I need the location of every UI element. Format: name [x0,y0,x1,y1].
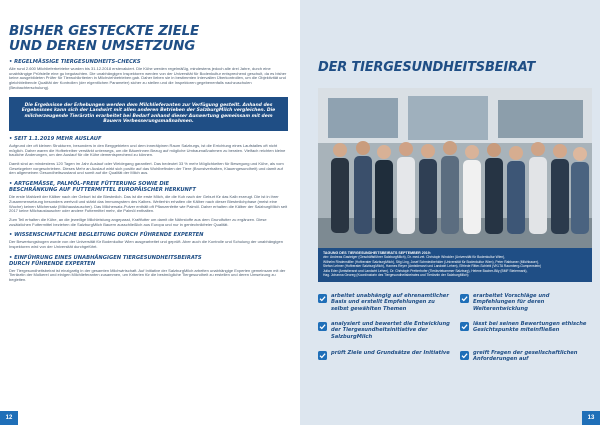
goal-item [318,321,450,340]
caption-line: Hag. Johanna Georeg (Koordinatorin des Tiergesundheitsbeirates und Tierärztin der SalzburgMilch) [323,273,469,278]
title-line-2: UND DEREN UMSETZUNG [9,38,196,54]
goal-item [460,293,592,312]
section-heading-auslauf: • SEIT 1.1.2019 MEHR AUSLAUF [9,135,102,142]
goal-text: analysiert und bewertet die Entwicklung der Tiergesundheitsinitiative der SalzburgMilch [331,321,450,340]
title-line-1: BISHER GESTECKTE ZIELE [9,23,200,39]
caption-line: vlnr: Andreas Gasteiger (Geschäftsführer SalzburgMilch), Dr. med.vet. Christoph Winckler (Universität für Bodenkultur Wien), [323,255,506,260]
results-callout: Die Ergebnisse der Erhebungen werden dem Milchlieferanten zur Verfügung gestellt. Anhand des Ergebnisses kann sich der Landwirt mit allen anderen Betrieben der SalzburgMilch vergleichen. Die milcherzeugende Tierärztin erarbeitet bei Bedarf anhand dieser Auswertung gemeinsam mit dem Bauern Verbesserungsmaßnahmen. [9,97,288,131]
caption-line: Wilhelm Rindenstiller (Hofberater SalzburgMilch), Stig Ling, Josef Schmiedbehider (Universität für Bodenkultur Wien), Peter Rabbaner (Milchbauer), [323,259,539,264]
left-page-title [9,24,288,54]
section-heading-beirat: • EINFÜHRUNG EINES UNABHÄNGIGEN TIERGESUNDHEITSBEIRATS [9,254,202,261]
section-heading-beirat-2: DURCH FÜHRENDE EXPERTEN [9,260,96,267]
photo-caption [318,248,592,282]
section-text-fuetterung-1: Die erste Mahlzeit der Kälber nach der Geburt ist die Biestmilch. Das ist die erste Milch, die die Kuh nach der Geburt für das Kalb erzeugt. Die ist in ihrer Zusammensetzung besonders wertvoll und stärkt das Immunsystem des Kalbes. Weiterhin erhalten die Kälber nach dieser Biestmilchphase (meist eine Woche) keinen Milchersatz (Milchaustauscher). Das Milchersatz-Pulver enthält oft Pflanzenfette wie Palmöl. Daher erhalten die Kälber der SalzburgMilch seit 2017 keine Milchaustauscher oder andere Futtermittel mehr, die Palmöl enthalten. [9,194,288,214]
goal-item [460,350,592,363]
section-text-auslauf-1: Aufgrund der oft kleinen Strukturen, besonders in den Berggebieten und dem innerälpinen Raum Salzburgs, ist die Errichtung eines Laufstalles oft nicht möglich. Daher waren die Hofbetreiber verstärkt unterwegs, um die Bäuerinnen Bezug auf mögliche Umbaumaßnahmen zu beraten. Vielfach reichten kleine bauliche Änderungen, um den Auslauf für die Kühe dementsprechend zu können. [9,142,286,158]
caption-line: Stefan Lehner (Hofberater SalzburgMilch), Hannes Reyer (Amtstierarzt und Landwirt Lehen), Elfriede Ritter-Schiebl (VKLTA Raumberg-Gumpenstein) [323,264,542,269]
right-page [300,0,600,425]
section-text-fuetterung-2: Zum Teil erhalten die Kühe, an die jeweilige Milchleistung angepasst, Kraftfutter um damit die Nährstoffe aus dem Grundfutter zu ergänzen. Diese zusätzlichen Futtermittel beziehen die SalzburgMilch Bauern ausschließlich aus Europa und nur in gentechnikfreier Qualität. [9,216,267,227]
caption-line: Julia Eder (Amtstierarzt und Landwirt Lehen), Dr. Christoph Pretterhofer (Tierärztekammer Salzburg), Helene Bacher-Bily (BMF Steiermark), [323,268,528,273]
goal-text: arbeitet unabhängig auf ehrenamtlicher Basis und erstellt Empfehlungen zu selbst gewählten Themen [331,293,449,312]
section-text-beirat: Der Tiergesundheitsbeirat ist einzigartig in der gesamten Milchwirtschaft. Auf Initiative der SalzburgMilch arbeiten unabhängige Experten gemeinsam mit der Tierärztin der Molkerei und einigen Milchlieferanten zusammen, um Kriterien für die bestmögliche Tiergesundheit zu erstellen und deren Umsetzung zu begleiten. [9,267,286,283]
section-heading-checks: • REGELMÄSSIGE TIERGESUNDHEITS-CHECKS [9,59,141,65]
caption-heading: TAGUNG DES TIERGESUNDHEITSBEIRATS SEPTEMBER 2019: [323,251,431,255]
section-text-wissenschaft: Der Bewertungsbogen wurde von der Universität für Bodenkultur Wien ausgearbeitet und geprüft. Aber auch die Kontrolle und Schulung der unabhängigen Inspektoren wird von der Universität durchgeführt. [9,239,283,250]
checkmark-icon [460,322,469,331]
checkmark-icon [318,294,327,303]
goal-item [318,350,450,360]
section-text-auslauf-2: Damit sind an mindestens 120 Tagen im Jahr Auslauf oder Weidegang garantiert. Das bedeutet 33 % mehr Möglichkeiten für Bewegung und Kühe, als vom Gesetzgeber vorgeschrieben. Dieses Mehr an Auslauf wirkt sich positiv auf das Wohlbefinden der Tiere (Brunstverhalten, Klauengesundheit) und damit auf den allgemeinen Gesundheitszustand und somit auf die Qualität der Milch aus. [9,161,284,176]
page-number-right: 13 [582,411,600,425]
checkmark-icon [460,351,469,360]
page-number-left: 12 [0,411,18,425]
section-heading-fuetterung-2: BESCHRÄNKUNG AUF FUTTERMITTEL EUROPÄISCHER HERKUNFT [9,187,196,194]
checkmark-icon [318,322,327,331]
goal-text: lässt bei seinen Bewertungen ethische Gesichtspunkte miteinfließen [473,321,587,334]
goal-text: prüft Ziele und Grundsätze der Initiative [331,350,450,356]
section-heading-fuetterung: • ARTGEMÄSSE, PALMÖL-FREIE FÜTTERUNG SOWIE DIE [9,181,170,188]
checkmark-icon [460,294,469,303]
section-text-checks: Alle rund 2.600 Milchlieferbetriebe wurden bis 31.12.2018 erstevaluiert. Die Kühe werden regelmäßig, mindestens jedoch alle drei Jahre, durch eine unabhängige Prüfstelle eine gu begutachten. Die unabhängigen Inspektoren werden von der Universität für Bodenkultur entsprechend geschult, da es bisher keine ausgebildeten Prüfer für Tierwohlkriterien in Milchviehbetrieben gab. Daher lieben sie in bestimmten Intervallen Überkontrollen, um die Objektivität und gleichbleibende Qualität der Kontrollen (der eigentlichen Parameter) sicher zu stellen und die Inspektoren gegebenenfalls nachzuschulen (Beobachterschulung). [9,66,287,90]
goal-item [318,293,450,312]
goal-text: erarbeitet Vorschläge und Empfehlungen für deren Weiterentwicklung [473,293,550,312]
right-page-title: DER TIERGESUNDHEITSBEIRAT [318,60,536,75]
group-photo [318,88,592,248]
group-photo-illustration [318,88,592,248]
goal-item [460,321,592,334]
checkmark-icon [318,351,327,360]
goal-text: greift Fragen der gesellschaftlichen Anforderungen auf [473,350,578,363]
section-heading-wissenschaft: • WISSENSCHAFTLICHE BEGLEITUNG DURCH FÜHRENDE EXPERTEN [9,232,204,239]
